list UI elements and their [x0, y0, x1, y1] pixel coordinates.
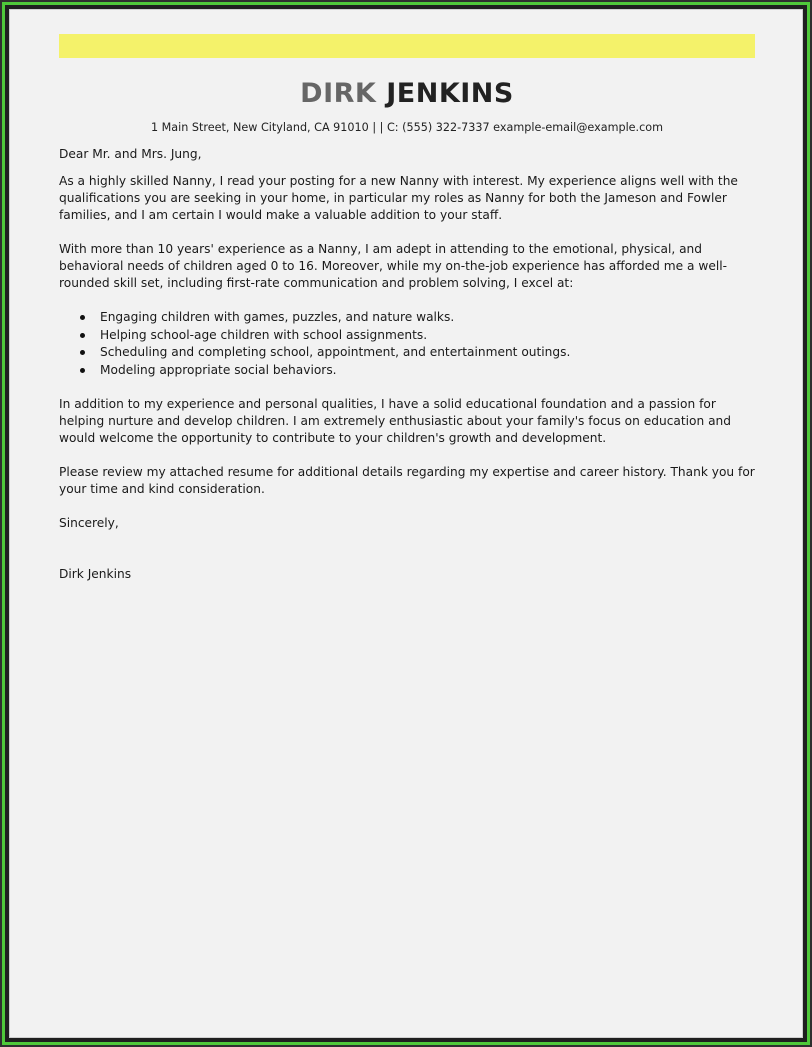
- letter-page: [9, 9, 803, 1038]
- skills-list: [59, 309, 759, 379]
- list-item: Helping school-age children with school assignments.: [100, 327, 759, 345]
- closing: Sincerely,: [59, 516, 119, 530]
- contact-line: 1 Main Street, New Cityland, CA 91010 | | C: (555) 322-7337 example-email@example.com: [150, 121, 664, 134]
- salutation: Dear Mr. and Mrs. Jung,: [59, 147, 202, 161]
- list-item: Modeling appropriate social behaviors.: [100, 362, 759, 380]
- signature: Dirk Jenkins: [59, 567, 132, 581]
- last-name: JENKINS: [386, 78, 514, 109]
- first-name: DIRK: [300, 78, 377, 109]
- list-item: Engaging children with games, puzzles, and nature walks.: [100, 309, 759, 327]
- letter-body: [59, 146, 759, 583]
- paragraph-qualities: In addition to my experience and personal qualities, I have a solid educational foundation and a passion for helping nurture and develop children. I am extremely enthusiastic about your family's focus on education and would welcome the opportunity to contribute to your children's growth and development.: [59, 397, 732, 445]
- header-highlight-bar: [59, 34, 755, 58]
- list-item: Scheduling and completing school, appointment, and entertainment outings.: [100, 344, 759, 362]
- paragraph-closing-request: Please review my attached resume for additional details regarding my expertise and career history. Thank you for your time and kind consideration.: [59, 465, 755, 496]
- paragraph-experience: With more than 10 years' experience as a Nanny, I am adept in attending to the emotional, physical, and behavioral needs of children aged 0 to 16. Moreover, while my on-the-job experience has afforded me a well-rounded skill set, including first-rate communication and problem solving, I excel at:: [59, 242, 727, 290]
- applicant-name: [10, 78, 804, 109]
- paragraph-intro: As a highly skilled Nanny, I read your posting for a new Nanny with interest. My experience aligns well with the qualifications you are seeking in your home, in particular my roles as Nanny for both the Jameson and Fowler families, and I am certain I would make a valuable addition to your staff.: [59, 174, 738, 222]
